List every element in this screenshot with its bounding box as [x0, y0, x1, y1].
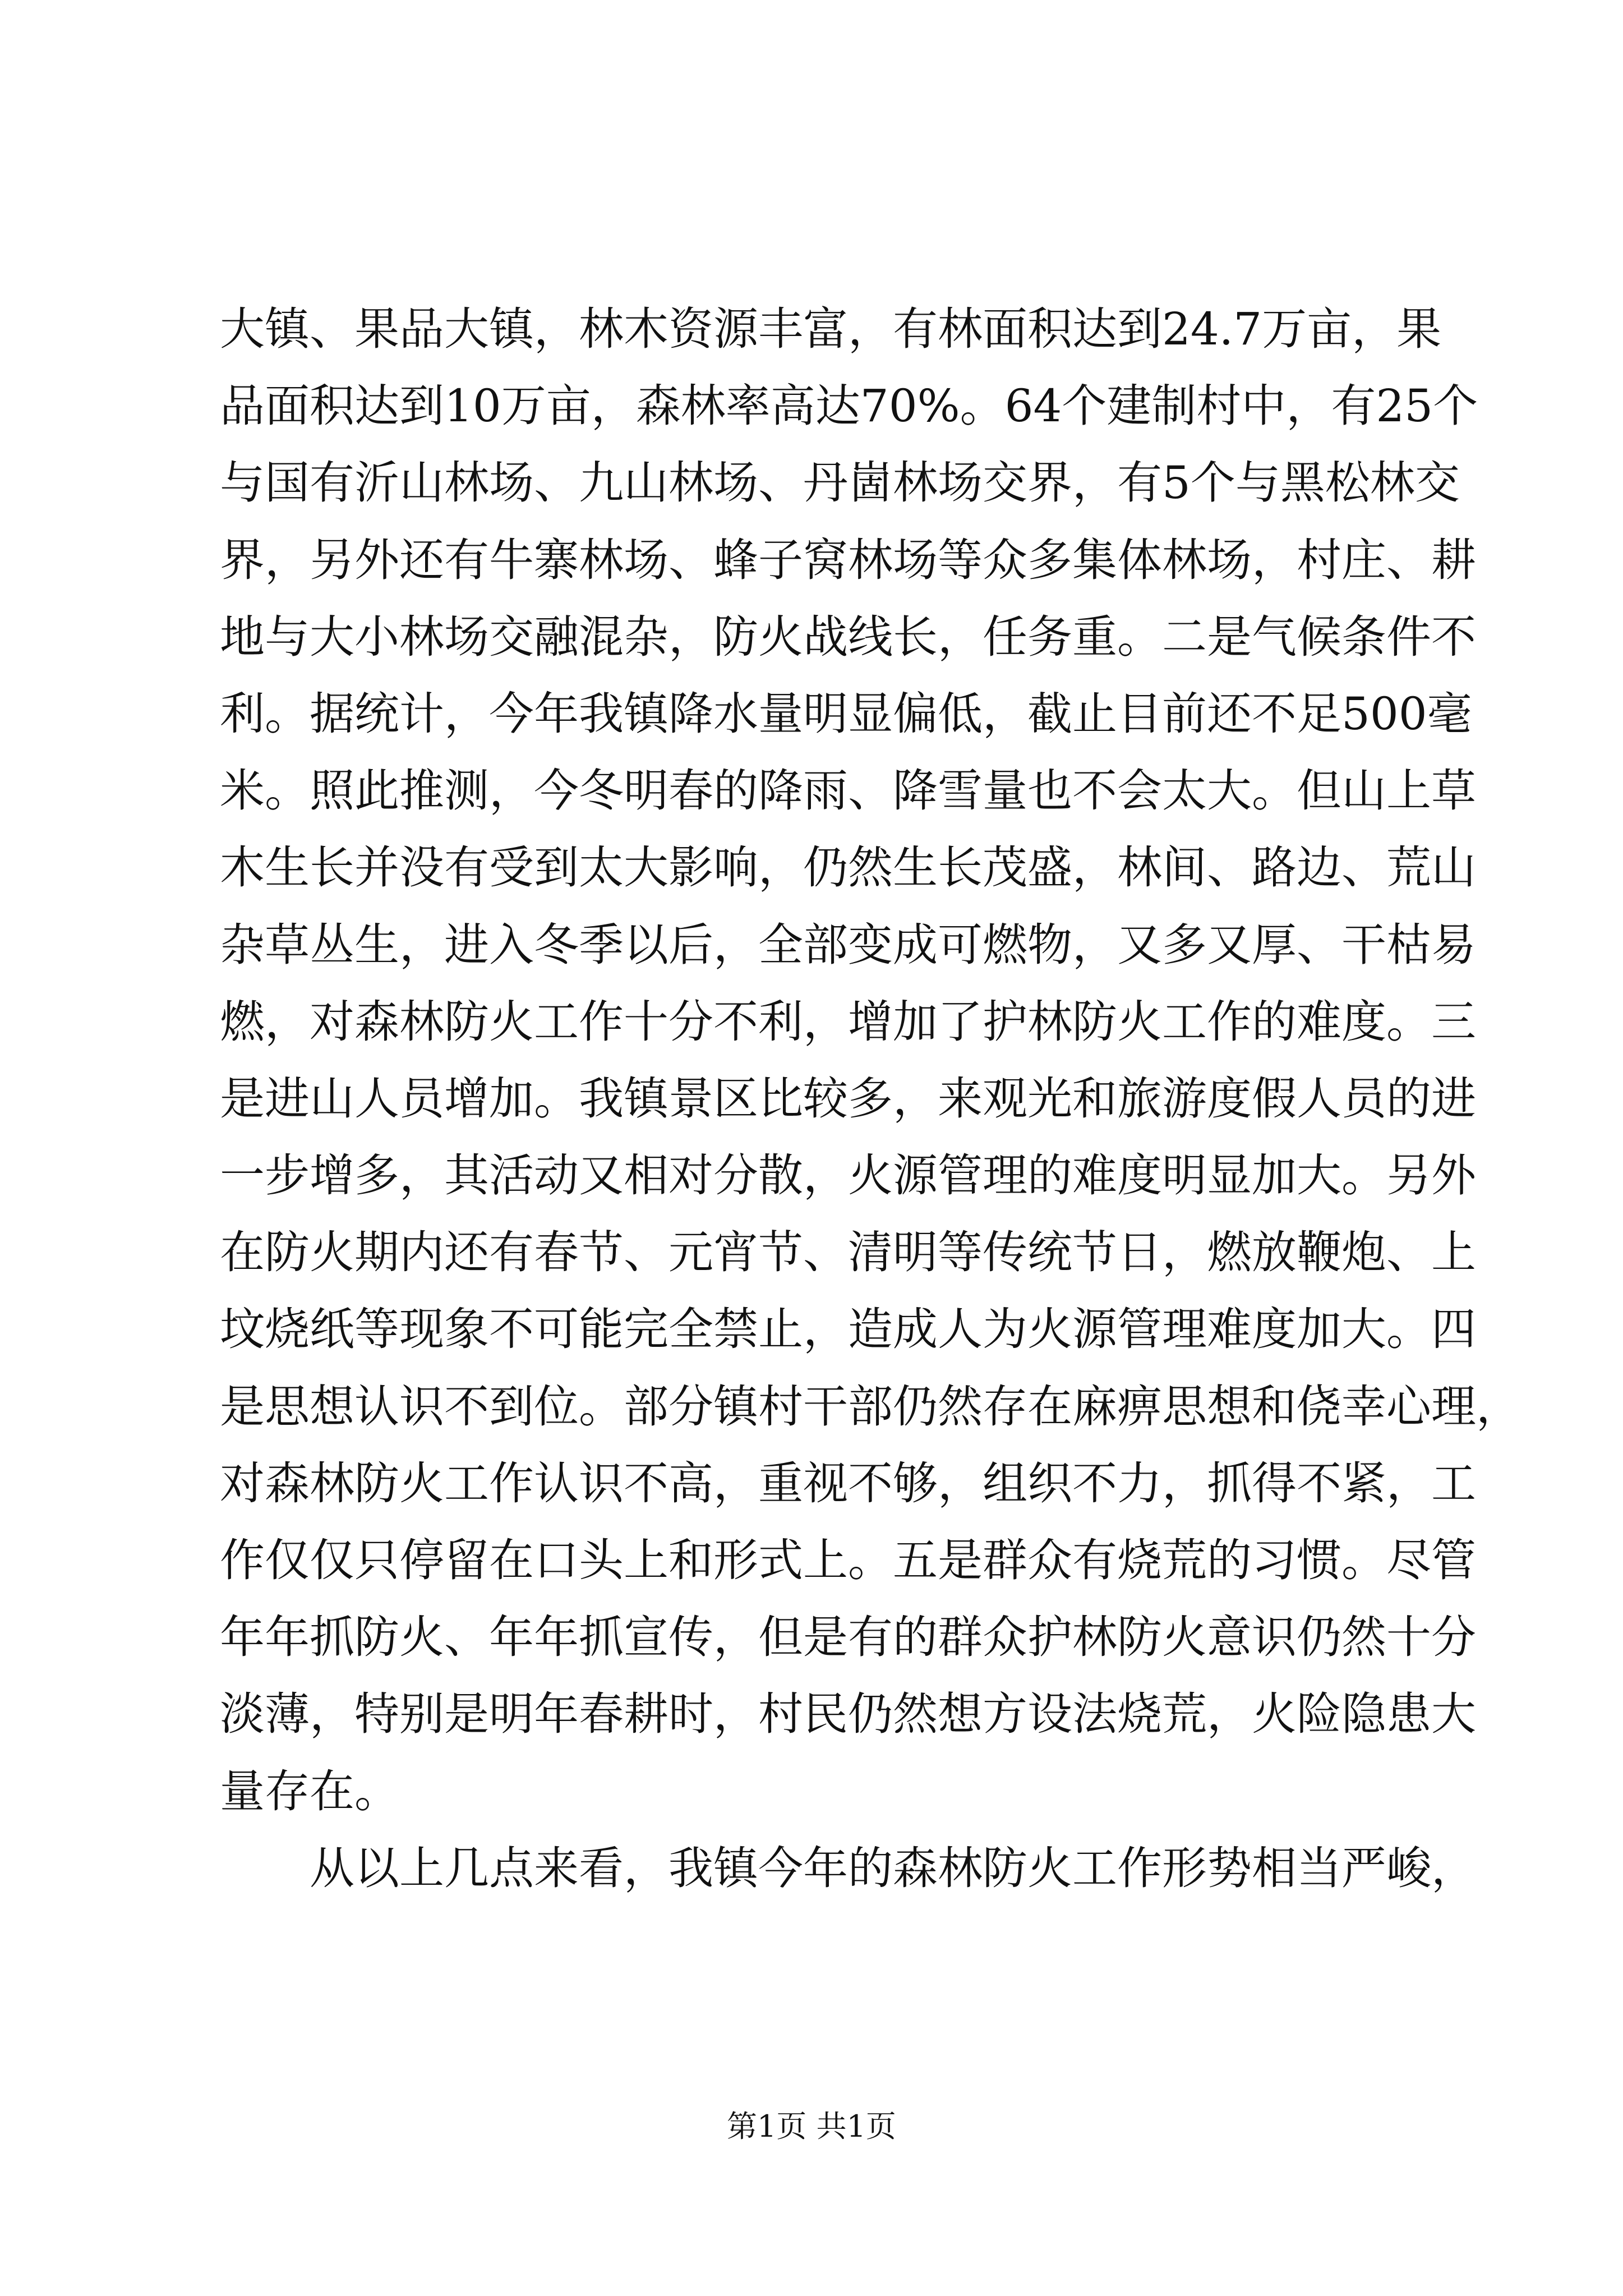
text-line: 是思想认识不到位。部分镇村干部仍然存在麻痹思想和侥幸心理， [220, 1380, 1521, 1433]
text-line: 作仅仅只停留在口头上和形式上。五是群众有烧荒的习惯。尽管 [220, 1534, 1476, 1586]
body-text [220, 291, 1521, 1907]
text-line: 利。据统计，今年我镇降水量明显偏低，截止目前还不足500毫 [220, 687, 1472, 740]
page-footer: 第1页 共1页 [727, 2109, 896, 2144]
text-line: 从以上几点来看，我镇今年的森林防火工作形势相当严峻， [310, 1842, 1476, 1894]
text-line: 木生长并没有受到太大影响，仍然生长茂盛，林间、路边、荒山 [220, 841, 1476, 894]
text-line: 年年抓防火、年年抓宣传，但是有的群众护林防火意识仍然十分 [220, 1611, 1476, 1664]
text-line: 一步增多，其活动又相对分散，火源管理的难度明显加大。另外 [220, 1149, 1476, 1202]
text-line: 淡薄，特别是明年春耕时，村民仍然想方设法烧荒，火险隐患大 [220, 1688, 1476, 1741]
text-line: 与国有沂山林场、九山林场、丹崮林场交界，有5个与黑松林交 [220, 457, 1460, 509]
text-line: 杂草丛生，进入冬季以后，全部变成可燃物，又多又厚、干枯易 [220, 918, 1476, 971]
text-line: 坟烧纸等现象不可能完全禁止，造成人为火源管理难度加大。四 [220, 1303, 1476, 1356]
text-line: 燃，对森林防火工作十分不利，增加了护林防火工作的难度。三 [220, 995, 1476, 1048]
text-line: 在防火期内还有春节、元宵节、清明等传统节日，燃放鞭炮、上 [220, 1226, 1476, 1279]
text-line: 品面积达到10万亩，森林率高达70%。64个建制村中，有25个 [220, 380, 1478, 432]
text-line: 对森林防火工作认识不高，重视不够，组织不力，抓得不紧，工 [220, 1457, 1476, 1510]
text-line: 大镇、果品大镇，林木资源丰富，有林面积达到24.7万亩，果 [220, 303, 1442, 355]
text-line: 界，另外还有牛寨林场、蜂子窝林场等众多集体林场，村庄、耕 [220, 533, 1476, 586]
text-line: 米。照此推测，今冬明春的降雨、降雪量也不会太大。但山上草 [220, 765, 1476, 817]
text-line: 地与大小林场交融混杂，防火战线长，任务重。二是气候条件不 [220, 610, 1476, 663]
text-line: 量存在。 [220, 1765, 399, 1818]
text-line: 是进山人员增加。我镇景区比较多，来观光和旅游度假人员的进 [220, 1072, 1476, 1125]
